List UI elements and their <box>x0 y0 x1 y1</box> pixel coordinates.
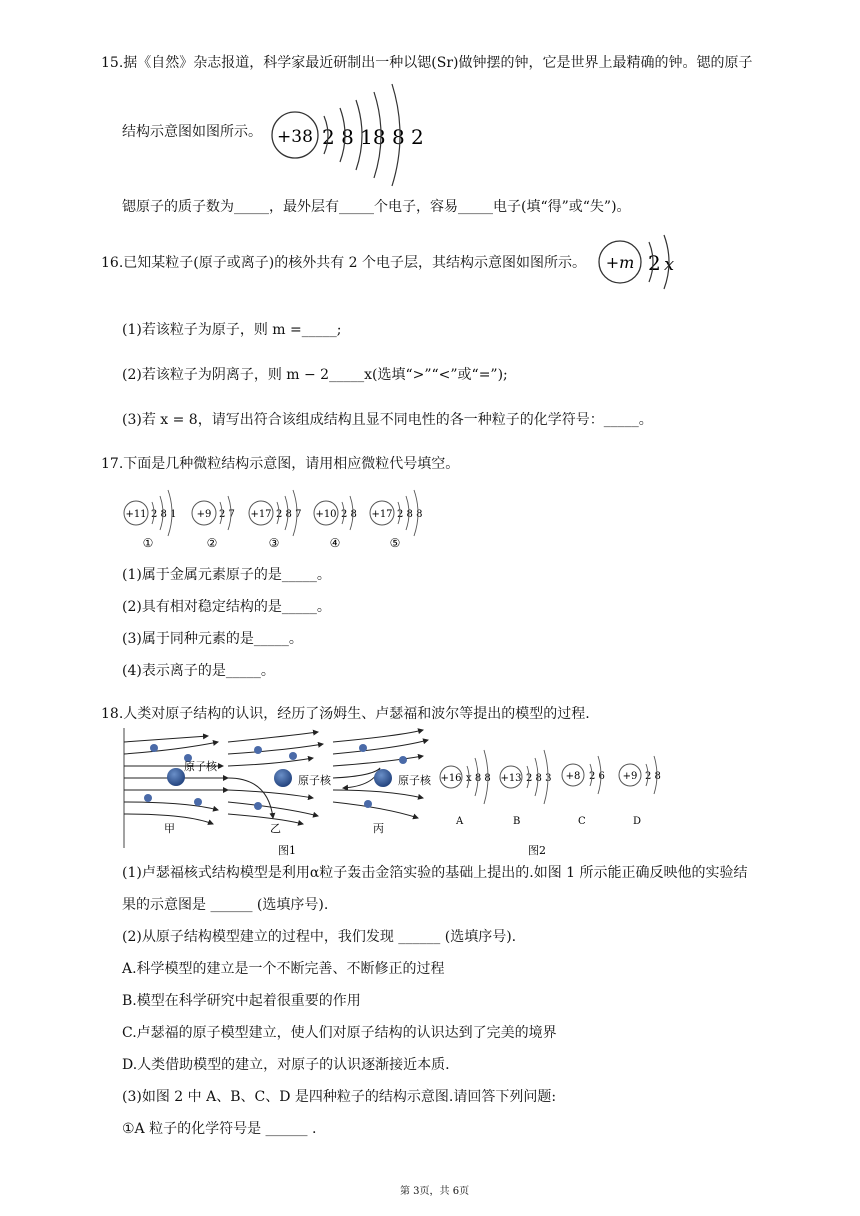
particle-3-label: ③ <box>268 536 280 550</box>
figure2-caption: 图2 <box>528 844 546 857</box>
figure2-particle-b <box>500 750 551 827</box>
particle-1-shells: 2 8 1 <box>151 509 177 520</box>
q18-part1-line2: 果的示意图是 ______ (选填序号). <box>122 897 329 913</box>
figure1-panel-jia <box>124 736 228 835</box>
q18-part1-line1: (1)卢瑟福核式结构模型是利用α粒子轰击金箔实验的基础上提出的.如图 1 所示能正确反映他的实验结 <box>122 865 748 881</box>
figure1-bing-label: 丙 <box>373 822 384 835</box>
q17-part2: (2)具有相对稳定结构的是_____。 <box>122 599 331 615</box>
particle-5-nucleus: +17 <box>371 509 393 520</box>
q18-stem: 18.人类对原子结构的认识，经历了汤姆生、卢瑟福和波尔等提出的模型的过程. <box>101 706 590 722</box>
particle-4 <box>314 496 357 550</box>
particle-3-nucleus: +17 <box>250 509 272 520</box>
particle-5-label: ⑤ <box>389 536 401 550</box>
particle-2-label: ② <box>206 536 218 550</box>
q17-stem: 17.下面是几种微粒结构示意图，请用相应微粒代号填空。 <box>101 456 460 472</box>
q18-option-c: C.卢瑟福的原子模型建立，使人们对原子结构的认识达到了完美的境界 <box>122 1025 557 1041</box>
particle-4-shells: 2 8 <box>341 509 357 520</box>
figure1-yi-label: 乙 <box>270 822 281 835</box>
page-footer: 第 3页，共 6页 <box>400 1186 470 1197</box>
q16-part1: (1)若该粒子为原子，则 m =_____; <box>122 322 342 338</box>
particle-2 <box>192 496 235 550</box>
figure1-panel-bing <box>333 730 432 835</box>
svg-text:+13: +13 <box>500 773 522 784</box>
particle-4-label: ④ <box>329 536 341 550</box>
q18-option-b: B.模型在科学研究中起着很重要的作用 <box>122 993 361 1009</box>
particle-2-nucleus: +9 <box>196 509 212 520</box>
svg-text:2 6: 2 6 <box>589 771 605 782</box>
q18-part3-sub1: ①A 粒子的化学符号是 ______ . <box>122 1121 317 1137</box>
strontium-structure-diagram <box>266 82 426 192</box>
particle-4-nucleus: +10 <box>315 509 337 520</box>
svg-text:C: C <box>578 816 586 827</box>
svg-text:+16: +16 <box>440 773 462 784</box>
figure1-caption: 图1 <box>278 844 296 857</box>
q15-stem-line1: 15.据《自然》杂志报道，科学家最近研制出一种以锶(Sr)做钟摆的钟，它是世界上最精确的钟。锶的原子 <box>101 55 753 71</box>
svg-text:2 8: 2 8 <box>645 771 661 782</box>
figure1-jia-nucleus-label: 原子核 <box>184 760 217 773</box>
q15-question: 锶原子的质子数为_____，最外层有_____个电子，容易_____电子(填“得”或“失”)。 <box>122 199 631 215</box>
q17-part3: (3)属于同种元素的是_____。 <box>122 631 303 647</box>
figure2-particle-d <box>619 756 661 827</box>
particle-5 <box>370 490 422 550</box>
figure1-bing-nucleus-label: 原子核 <box>398 774 431 787</box>
q16-stem: 16.已知某粒子(原子或离子)的核外共有 2 个电子层，其结构示意图如图所示。 <box>101 255 586 271</box>
q17-part4: (4)表示离子的是_____。 <box>122 663 275 679</box>
q18-option-a: A.科学模型的建立是一个不断完善、不断修正的过程 <box>122 961 445 977</box>
q15-stem-line2: 结构示意图如图所示。 <box>122 124 262 140</box>
nucleus-charge: +m <box>605 253 635 272</box>
q17-particle-diagrams <box>118 484 448 552</box>
particle-2-shells: 2 7 <box>219 509 235 520</box>
q18-part2: (2)从原子结构模型建立的过程中，我们发现 ______ (选填序号). <box>122 929 517 945</box>
svg-text:+8: +8 <box>565 771 581 782</box>
svg-text:2 8 3: 2 8 3 <box>526 773 552 784</box>
q16-part2: (2)若该粒子为阴离子，则 m − 2_____x(选填“>”“<”或“=”); <box>122 367 508 383</box>
figure1-yi-nucleus-label: 原子核 <box>298 774 331 787</box>
particle-3-shells: 2 8 7 <box>276 509 302 520</box>
q18-option-d: D.人类借助模型的建立，对原子的认识逐渐接近本质. <box>122 1057 450 1073</box>
particle-1-nucleus: +11 <box>125 509 147 520</box>
shell-1-electrons: 2 <box>648 251 661 275</box>
particle-1 <box>124 490 176 550</box>
svg-text:D: D <box>633 816 642 827</box>
particle-5-shells: 2 8 8 <box>397 509 423 520</box>
particle-1-label: ① <box>142 536 154 550</box>
q18-part3: (3)如图 2 中 A、B、C、D 是四种粒子的结构示意图.请回答下列问题: <box>122 1089 557 1105</box>
shell-2-electrons: x <box>664 254 675 275</box>
svg-text:B: B <box>513 816 521 827</box>
q17-part1: (1)属于金属元素原子的是_____。 <box>122 567 331 583</box>
figure1-panel-yi <box>228 732 332 835</box>
svg-text:A: A <box>456 816 464 827</box>
svg-text:+9: +9 <box>622 771 638 782</box>
svg-text:x 8 8: x 8 8 <box>466 773 491 784</box>
electron-shells: 2 8 18 8 2 <box>322 125 424 149</box>
q16-part3: (3)若 x = 8，请写出符合该组成结构且显不同电性的各一种粒子的化学符号：_____。 <box>122 412 653 428</box>
particle-3 <box>249 490 301 550</box>
figure2-particle-a <box>440 750 491 827</box>
figure2-particle-c <box>562 756 605 827</box>
nucleus-charge: +38 <box>277 127 313 147</box>
q18-figures <box>118 728 678 860</box>
figure1-jia-label: 甲 <box>164 822 175 835</box>
particle-structure-diagram <box>594 232 684 294</box>
